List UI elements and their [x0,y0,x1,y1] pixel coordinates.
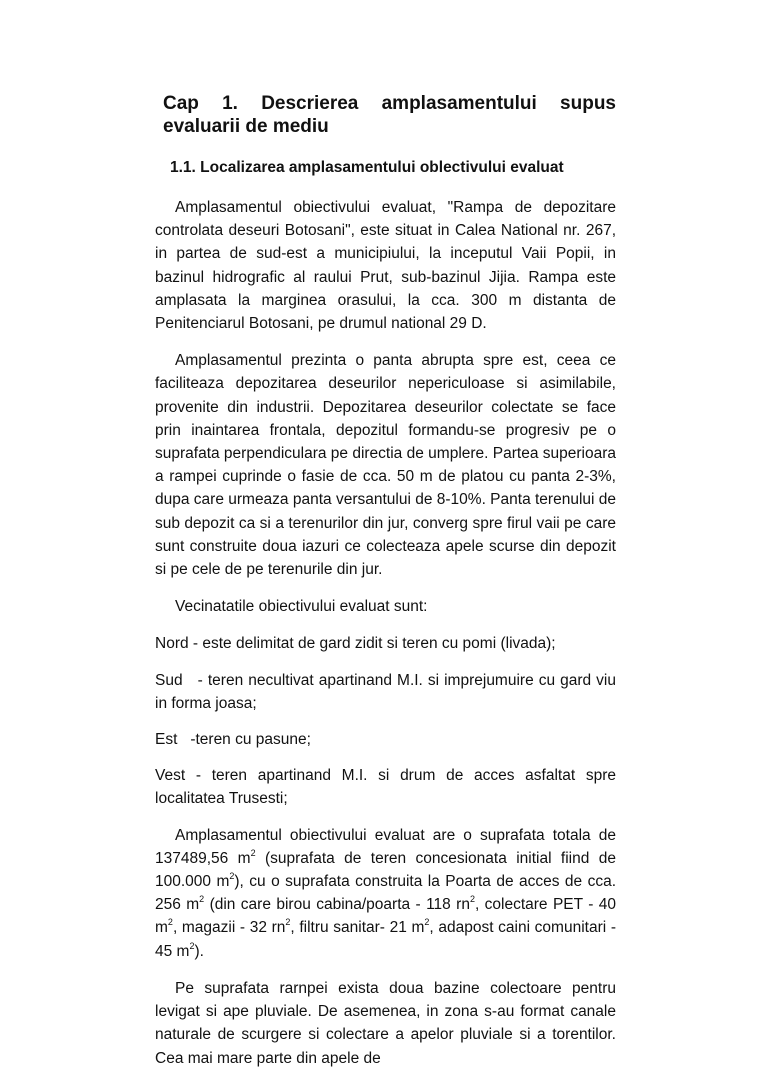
section-heading: 1.1. Localizarea amplasamentului oblectivului evaluat [170,159,564,176]
neighbor-east: Est -teren cu pasune; [155,731,311,749]
paragraph-location: Amplasamentul obiectivului evaluat, "Rampa de depozitare controlata deseuri Botosani", este situat in Calea National nr. 267, in partea de sud-est a municipiului, la inceputul Vaii Popii, in bazinul hidrografic al raului Prut, sub-bazinul Jijia. Rampa este amplasata la marginea orasului, la cca. 300 m distanta de Penitenciarul Botosani, pe drumul national 29 D. [155,199,616,333]
superscript: 2 [167,917,173,928]
superscript: 2 [469,894,475,905]
neighbor-south: Sud - teren necultivat apartinand M.I. si imprejumuire cu gard viu in forma joasa; [155,671,616,712]
paragraph-area [155,824,616,963]
document-page [155,92,616,1084]
superscript: 2 [424,917,430,928]
neighbor-west: Vest - teren apartinand M.I. si drum de acces asfaltat spre localitatea Trusesti; [155,767,616,808]
paragraph-terrain: Amplasamentul prezinta o panta abrupta spre est, ceea ce faciliteaza depozitarea deseurilor nepericuloase si asimilabile, provenite din industrii. Depozitarea deseurilor colectate se face prin inaintarea frontala, depozitul formandu-se progresiv pe o suprafata perpendiculara pe directia de umplere. Partea superioara a rampei cuprinde o fasie de cca. 50 m de platou cu panta 2-3%, dupa care urmeaza panta versantului de 8-10%. Panta terenului de sub depozit ca si a terenurilor din jur, converg spre firul vaii pe care sunt construite doua iazuri ce colecteaza apele scurse din depozit si pe cele de pe terenurile din jur. [155,352,616,579]
neighbor-north: Nord - este delimitat de gard zidit si teren cu pomi (livada); [155,635,556,653]
text-segment: Amplasamentul obiectivului evaluat are o suprafata totala de 137489,56 m [155,826,616,867]
chapter-heading: Cap 1. Descrierea amplasamentului supus evaluarii de mediu [163,93,616,137]
superscript: 2 [189,940,195,951]
superscript: 2 [285,917,291,928]
text-segment: , adapost caini comunitari - 45 m [155,919,616,960]
superscript: 2 [199,894,205,905]
text-segment: (din care birou cabina/poarta - 118 rn [204,896,470,914]
text-segment: , filtru sanitar- 21 m [290,919,425,937]
superscript: 2 [250,847,256,858]
paragraph-neighbors-intro: Vecinatatile obiectivului evaluat sunt: [175,598,428,616]
superscript: 2 [229,871,235,882]
text-segment: ). [194,942,204,960]
text-segment: , magazii - 32 rn [172,919,286,937]
text-segment: (suprafata de teren concesionata initial fiind de 100.000 m [155,849,616,891]
text-segment: , colectare PET - 40 m [155,896,616,937]
paragraph-basins: Pe suprafata rarnpei exista doua bazine colectoare pentru levigat si ape pluviale. De asemenea, in zona s-au format canale naturale de scurgere si colectare a apelor pluviale si a torentilor. Cea mai mare parte din apele de [155,979,616,1067]
text-segment: ), cu o suprafata construita la Poarta de acces de cca. 256 m [155,873,617,914]
